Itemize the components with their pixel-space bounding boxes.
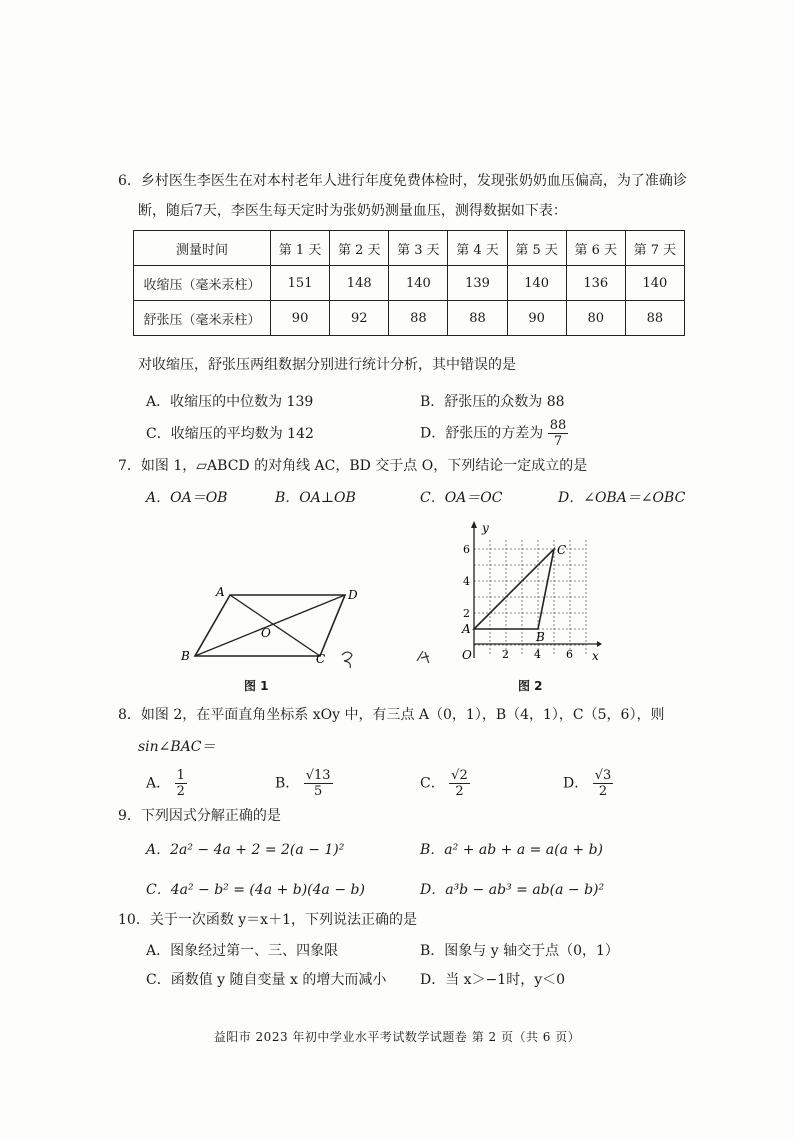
- table-header-cell: 第 2 天: [330, 231, 389, 266]
- handwritten-mark-icon: [417, 651, 429, 663]
- fraction-denominator: 5: [314, 784, 323, 799]
- q7-option-c: C．OA＝OC: [420, 490, 503, 506]
- fraction-denominator: 2: [455, 784, 464, 799]
- q8-option-b: [275, 768, 333, 799]
- y-tick-label: 4: [463, 575, 470, 588]
- q7-option-d: D．∠OBA＝∠OBC: [558, 490, 686, 506]
- point-label-c: C: [557, 543, 567, 557]
- q6-stem-line1: 6．乡村医生李医生在对本村老年人进行年度免费体检时，发现张奶奶血压偏高，为了准确诊: [118, 173, 687, 189]
- q6-stem-line2: 断，随后7天，李医生每天定时为张奶奶测量血压，测得数据如下表：: [138, 203, 567, 219]
- x-tick-label: 4: [534, 648, 541, 661]
- origin-label-o: O: [462, 648, 472, 662]
- q6-option-c: C．收缩压的平均数为 142: [146, 426, 314, 442]
- x-tick-label: 6: [566, 648, 573, 661]
- table-cell: 90: [271, 301, 330, 336]
- q6-option-a: A．收缩压的中位数为 139: [146, 394, 314, 410]
- option-fraction: [593, 768, 614, 799]
- point-label-a: A: [216, 585, 225, 599]
- page-footer: 益阳市 2023 年初中学业水平考试数学试题卷 第 2 页（共 6 页）: [213, 1030, 581, 1044]
- x-axis-arrow-icon: [597, 641, 602, 647]
- q10-option-c: C．函数值 y 随自变量 x 的增大而减小: [146, 972, 387, 988]
- table-header-cell: 测量时间: [134, 231, 271, 266]
- table-cell: 88: [448, 301, 507, 336]
- fraction-denominator: 2: [598, 784, 608, 799]
- point-label-o: O: [261, 626, 271, 640]
- fraction-numerator: 1: [176, 768, 185, 783]
- q10-option-a: A．图象经过第一、三、四象限: [146, 943, 339, 959]
- table-cell: 90: [507, 301, 566, 336]
- table-cell: 148: [330, 266, 389, 301]
- table-row: [134, 301, 685, 336]
- fraction-numerator: √13: [305, 768, 331, 783]
- table-cell: 140: [507, 266, 566, 301]
- q7-option-b: B．OA⊥OB: [275, 490, 356, 506]
- q8-option-c: [420, 768, 470, 799]
- q9-option-c: C．4a² − b² = (4a + b)(4a − b): [146, 882, 365, 898]
- table-cell: 88: [625, 301, 684, 336]
- table-header-cell: 第 4 天: [448, 231, 507, 266]
- table-header-cell: 第 6 天: [566, 231, 625, 266]
- table-cell: 140: [625, 266, 684, 301]
- table-row-label: 收缩压（毫米汞柱）: [134, 266, 271, 301]
- blood-pressure-table: [133, 230, 685, 336]
- axis-label-x: x: [592, 649, 599, 663]
- point-label-b: B: [181, 649, 190, 663]
- q6-after-table: 对收缩压，舒张压两组数据分别进行统计分析，其中错误的是: [138, 357, 516, 373]
- q6-option-d-fraction: [548, 418, 569, 449]
- q8-stem-line1: 8．如图 2，在平面直角坐标系 xOy 中，有三点 A（0，1），B（4，1），C（5，6），则: [118, 707, 665, 723]
- figure-2-coordinate-grid: [415, 518, 605, 663]
- q8-option-d: [563, 768, 613, 799]
- q7-option-a: A．OA＝OB: [146, 490, 228, 506]
- table-header-cell: 第 7 天: [625, 231, 684, 266]
- option-label: A．: [146, 775, 171, 792]
- q9-stem: 9．下列因式分解正确的是: [118, 808, 281, 824]
- axis-label-y: y: [482, 521, 489, 535]
- q6-option-d: [420, 418, 568, 449]
- q10-stem: 10．关于一次函数 y＝x＋1，下列说法正确的是: [118, 912, 417, 928]
- q9-option-b: B．a² + ab + a = a(a + b): [420, 842, 604, 858]
- table-cell: 151: [271, 266, 330, 301]
- y-tick-label: 2: [463, 607, 470, 620]
- table-row: [134, 266, 685, 301]
- q8-stem-line2: sin∠BAC＝: [138, 739, 216, 755]
- table-header-cell: 第 5 天: [507, 231, 566, 266]
- point-label-a: A: [462, 622, 471, 636]
- table-header-cell: 第 3 天: [389, 231, 448, 266]
- option-fraction: [175, 768, 187, 799]
- triangle-abc: [474, 549, 554, 629]
- table-cell: 80: [566, 301, 625, 336]
- figure-2-caption: 图 2: [518, 679, 543, 693]
- fraction-denominator: 2: [176, 784, 185, 799]
- y-axis-arrow-icon: [471, 521, 477, 528]
- point-label-c: C: [316, 652, 326, 666]
- diagonal-ac: [230, 595, 320, 656]
- figure-1-parallelogram: [170, 575, 370, 675]
- option-fraction: [304, 768, 333, 799]
- q6-option-d-label: D．舒张压的方差为: [420, 425, 544, 442]
- option-label: B．: [275, 775, 300, 792]
- point-label-d: D: [348, 588, 358, 602]
- q9-option-a: A．2a² − 4a + 2 = 2(a − 1)²: [146, 842, 345, 858]
- fraction-denominator: 7: [553, 434, 563, 449]
- x-tick-label: 2: [502, 648, 509, 661]
- table-cell: 136: [566, 266, 625, 301]
- q10-option-b: B．图象与 y 轴交于点（0，1）: [420, 943, 619, 959]
- handwritten-mark-icon: [342, 652, 352, 668]
- fraction-numerator: √2: [451, 768, 468, 783]
- q7-stem: 7．如图 1，▱ABCD 的对角线 AC，BD 交于点 O，下列结论一定成立的是: [118, 458, 588, 474]
- table-cell: 88: [389, 301, 448, 336]
- fraction-numerator: √3: [594, 768, 612, 783]
- table-cell: 139: [448, 266, 507, 301]
- table-row-label: 舒张压（毫米汞柱）: [134, 301, 271, 336]
- option-fraction: [449, 768, 470, 799]
- q6-option-b: B．舒张压的众数为 88: [420, 394, 565, 410]
- option-label: C．: [420, 775, 445, 792]
- table-cell: 92: [330, 301, 389, 336]
- q10-option-d: D．当 x＞−1时，y＜0: [420, 972, 566, 988]
- table-header-cell: 第 1 天: [271, 231, 330, 266]
- option-label: D．: [563, 775, 589, 792]
- table-cell: 140: [389, 266, 448, 301]
- dashed-grid: [474, 540, 586, 656]
- figure-1-caption: 图 1: [244, 679, 269, 693]
- q9-option-d: D．a³b − ab³ = ab(a − b)²: [420, 882, 605, 898]
- q8-option-a: [146, 768, 187, 799]
- point-label-b: B: [536, 630, 545, 644]
- table-header-row: [134, 231, 685, 266]
- fraction-numerator: 88: [549, 418, 567, 433]
- y-tick-label: 6: [463, 543, 470, 556]
